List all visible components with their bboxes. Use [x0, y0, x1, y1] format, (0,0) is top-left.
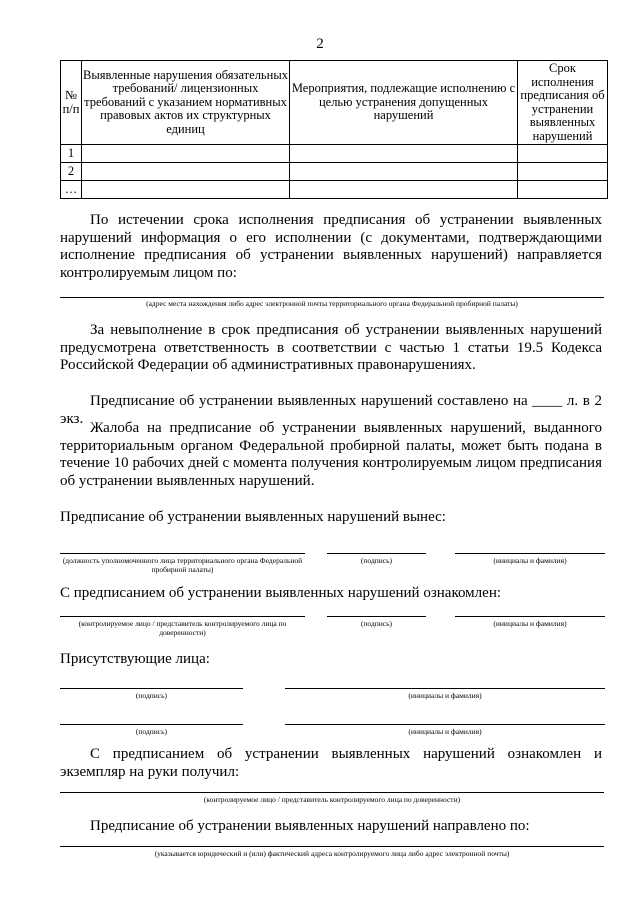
table-cell [290, 163, 518, 181]
page-number: 2 [316, 36, 324, 52]
issued-by-label: Предписание об устранении выявленных нарушений вынес: [60, 509, 446, 525]
controlled-person-caption: (контролируемое лицо / представитель контролируемого лица по доверенности) [203, 795, 461, 804]
row-number: … [61, 181, 82, 199]
signature-line [60, 688, 243, 689]
controlled-person-line [60, 792, 604, 793]
complaint-paragraph: Жалоба на предписание об устранении выявленных нарушений, выданного территориальным органом Федеральной пробирной палаты, может быть подана в течение 10 рабочих дней с момента получения контролируемым лицом предписания об устранении выявленных нарушений. [60, 420, 602, 489]
table-cell [82, 145, 290, 163]
table-cell [82, 181, 290, 199]
violations-table [60, 60, 608, 199]
signature-line [327, 553, 426, 554]
table-row [61, 145, 608, 163]
initials-caption: (инициалы и фамилия) [408, 691, 482, 700]
table-row [61, 181, 608, 199]
official-position-line [60, 553, 305, 554]
row-number: 1 [61, 145, 82, 163]
legal-address-line [60, 846, 604, 847]
received-paragraph: С предписанием об устранении выявленных нарушений ознакомлен и экземпляр на руки получил: [60, 746, 602, 780]
header-violations: Выявленные нарушения обязательных требований/ лицензионных требований с указанием нормативных правовых актов их структурных единиц [82, 61, 290, 145]
header-number: № п/п [61, 61, 82, 145]
header-measures: Мероприятия, подлежащие исполнению с целью устранения допущенных нарушений [290, 61, 518, 145]
table-cell [290, 145, 518, 163]
initials-line [455, 616, 605, 617]
signature-line [327, 616, 426, 617]
table-header-row [61, 61, 608, 145]
sent-to-paragraph: Предписание об устранении выявленных нарушений направлено по: [90, 818, 530, 834]
responsibility-paragraph: За невыполнение в срок предписания об устранении выявленных нарушений предусмотрена ответственность в соответствии с частью 1 статьи 19.5 Кодекса Российской Федерации об административных правонарушениях. [60, 322, 602, 373]
signature-caption: (подпись) [135, 691, 168, 700]
signature-caption: (подпись) [360, 556, 393, 565]
present-persons-label: Присутствующие лица: [60, 651, 210, 667]
initials-caption: (инициалы и фамилия) [493, 619, 567, 628]
row-number: 2 [61, 163, 82, 181]
initials-caption: (инициалы и фамилия) [493, 556, 567, 565]
legal-address-caption: (указывается юридический и (или) фактический адреса контролируемого лица либо адрес электронной почты) [154, 849, 510, 858]
copies-paragraph: Предписание об устранении выявленных нарушений составлено на ____ л. в 2 экз. [60, 393, 602, 427]
initials-line [285, 688, 605, 689]
signature-caption: (подпись) [135, 727, 168, 736]
table-cell [518, 181, 608, 199]
header-deadline: Срок исполнения предписания об устранении выявленных нарушений [518, 61, 608, 145]
table-cell [290, 181, 518, 199]
initials-line [285, 724, 605, 725]
info-paragraph: По истечении срока исполнения предписания об устранении выявленных нарушений информация о его исполнении (с документами, подтверждающими исполнение предписания об устранении выявленных нарушений) направляется контролируемым лицом по: [60, 212, 602, 281]
initials-caption: (инициалы и фамилия) [408, 727, 482, 736]
address-line [60, 297, 604, 298]
table-cell [82, 163, 290, 181]
table-cell [518, 145, 608, 163]
address-caption: (адрес места нахождения либо адрес электронной почты территориального органа Федеральной пробирной палаты) [146, 299, 518, 308]
table-cell [518, 163, 608, 181]
table-row [61, 163, 608, 181]
controlled-person-caption: (контролируемое лицо / представитель контролируемого лица по доверенности) [78, 619, 287, 637]
signature-caption: (подпись) [360, 619, 393, 628]
controlled-person-line [60, 616, 305, 617]
initials-line [455, 553, 605, 554]
official-position-caption: (должность уполномоченного лица территориального органа Федеральной пробирной палаты) [62, 556, 303, 574]
signature-line [60, 724, 243, 725]
acquainted-label: С предписанием об устранении выявленных нарушений ознакомлен: [60, 585, 502, 601]
